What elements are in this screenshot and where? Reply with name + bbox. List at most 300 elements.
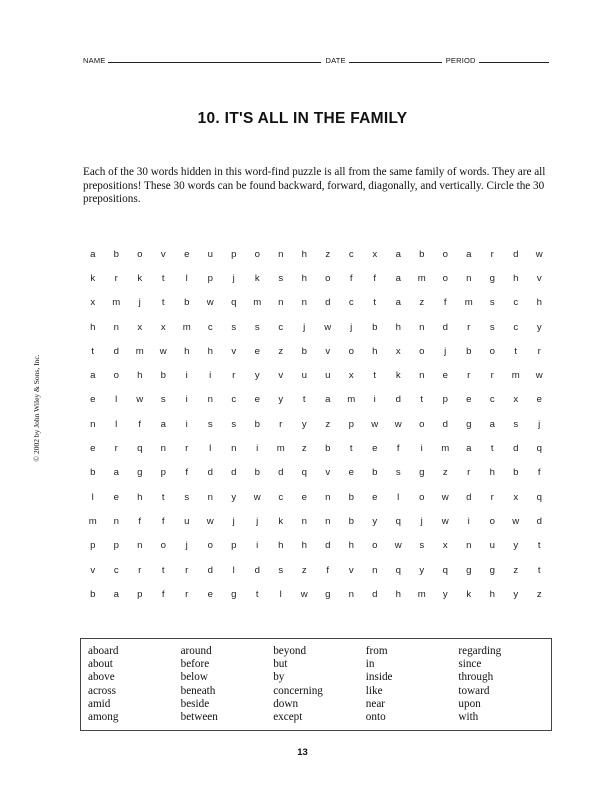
grid-letter[interactable]: m [253,297,262,309]
grid-letter[interactable]: q [395,564,401,576]
grid-letter[interactable]: d [513,443,519,455]
grid-letter[interactable]: t [514,345,518,357]
grid-letter[interactable]: r [232,370,236,382]
grid-letter[interactable]: b [90,588,96,600]
grid-letter[interactable]: g [231,588,237,600]
grid-letter[interactable]: e [90,443,96,455]
grid-letter[interactable]: s [184,491,190,503]
grid-letter[interactable]: u [184,515,190,527]
grid-letter[interactable]: c [348,248,354,260]
grid-letter[interactable]: w [324,321,332,333]
grid-letter[interactable]: v [325,345,331,357]
grid-letter[interactable]: k [466,588,472,600]
grid-letter[interactable]: y [442,588,448,600]
grid-letter[interactable]: r [467,467,471,479]
grid-letter[interactable]: x [137,321,143,333]
grid-letter[interactable]: x [348,370,354,382]
grid-letter[interactable]: p [90,540,96,552]
grid-letter[interactable]: l [397,491,400,503]
grid-letter[interactable]: y [536,321,542,333]
grid-letter[interactable]: m [135,345,144,357]
grid-letter[interactable]: p [348,418,354,430]
grid-letter[interactable]: z [325,248,331,260]
grid-letter[interactable]: n [372,564,378,576]
grid-letter[interactable]: c [348,297,354,309]
grid-letter[interactable]: n [325,491,331,503]
grid-letter[interactable]: e [348,467,354,479]
grid-letter[interactable]: n [419,370,425,382]
grid-letter[interactable]: c [207,321,213,333]
grid-letter[interactable]: b [419,248,425,260]
grid-letter[interactable]: n [113,515,119,527]
grid-letter[interactable]: g [419,467,425,479]
grid-letter[interactable]: r [185,564,189,576]
grid-letter[interactable]: s [513,418,519,430]
grid-letter[interactable]: b [325,443,331,455]
grid-letter[interactable]: e [372,443,378,455]
grid-letter[interactable]: e [184,248,190,260]
grid-letter[interactable]: h [184,345,190,357]
grid-letter[interactable]: d [442,321,448,333]
grid-letter[interactable]: f [161,588,165,600]
grid-letter[interactable]: l [91,491,94,503]
grid-letter[interactable]: d [395,394,401,406]
grid-letter[interactable]: e [254,394,260,406]
grid-letter[interactable]: u [325,370,331,382]
grid-letter[interactable]: h [90,321,96,333]
grid-letter[interactable]: r [537,345,541,357]
grid-letter[interactable]: w [394,540,402,552]
grid-letter[interactable]: a [466,443,472,455]
grid-letter[interactable]: y [372,515,378,527]
grid-letter[interactable]: f [396,443,400,455]
grid-letter[interactable]: p [113,540,119,552]
grid-letter[interactable]: c [278,491,284,503]
grid-letter[interactable]: r [490,491,494,503]
grid-letter[interactable]: f [349,272,353,284]
grid-letter[interactable]: f [138,515,142,527]
grid-letter[interactable]: a [160,418,166,430]
grid-letter[interactable]: m [112,297,121,309]
grid-letter[interactable]: p [442,394,448,406]
grid-letter[interactable]: v [90,564,96,576]
grid-letter[interactable]: m [276,443,285,455]
grid-letter[interactable]: p [137,588,143,600]
grid-letter[interactable]: x [90,297,96,309]
grid-letter[interactable]: j [185,540,188,552]
grid-letter[interactable]: q [536,443,542,455]
grid-letter[interactable]: h [489,467,495,479]
grid-letter[interactable]: n [466,272,472,284]
grid-letter[interactable]: g [489,564,495,576]
grid-letter[interactable]: l [115,394,118,406]
grid-letter[interactable]: o [442,272,448,284]
grid-letter[interactable]: j [420,515,423,527]
grid-letter[interactable]: o [348,345,354,357]
grid-letter[interactable]: t [490,443,494,455]
grid-letter[interactable]: n [325,515,331,527]
grid-letter[interactable]: m [511,370,520,382]
grid-letter[interactable]: v [348,564,354,576]
grid-letter[interactable]: y [419,564,425,576]
grid-letter[interactable]: b [184,297,190,309]
grid-letter[interactable]: q [442,564,448,576]
grid-letter[interactable]: m [441,443,450,455]
grid-letter[interactable]: i [209,370,212,382]
grid-letter[interactable]: x [442,540,448,552]
grid-letter[interactable]: e [442,370,448,382]
grid-letter[interactable]: s [207,418,213,430]
grid-letter[interactable]: c [489,394,495,406]
grid-letter[interactable]: o [325,272,331,284]
grid-letter[interactable]: b [254,467,260,479]
grid-letter[interactable]: d [207,564,213,576]
grid-letter[interactable]: s [278,564,284,576]
grid-letter[interactable]: h [489,588,495,600]
grid-letter[interactable]: e [301,491,307,503]
grid-letter[interactable]: c [513,297,519,309]
grid-letter[interactable]: i [185,370,188,382]
grid-letter[interactable]: v [231,345,237,357]
grid-letter[interactable]: b [160,370,166,382]
grid-letter[interactable]: b [348,491,354,503]
grid-letter[interactable]: g [489,272,495,284]
grid-letter[interactable]: x [372,248,378,260]
grid-letter[interactable]: n [137,540,143,552]
grid-letter[interactable]: z [442,467,448,479]
grid-letter[interactable]: b [90,467,96,479]
grid-letter[interactable]: n [278,297,284,309]
grid-letter[interactable]: a [90,370,96,382]
grid-letter[interactable]: b [513,467,519,479]
grid-letter[interactable]: b [254,418,260,430]
grid-letter[interactable]: d [325,297,331,309]
grid-letter[interactable]: x [160,321,166,333]
grid-letter[interactable]: o [160,540,166,552]
grid-letter[interactable]: z [325,418,331,430]
grid-letter[interactable]: s [489,297,495,309]
grid-letter[interactable]: w [441,515,449,527]
grid-letter[interactable]: t [161,491,165,503]
grid-letter[interactable]: s [489,321,495,333]
grid-letter[interactable]: j [256,515,259,527]
grid-letter[interactable]: e [254,345,260,357]
grid-letter[interactable]: h [301,272,307,284]
grid-letter[interactable]: d [536,515,542,527]
grid-letter[interactable]: h [372,345,378,357]
grid-letter[interactable]: w [300,588,308,600]
grid-letter[interactable]: i [256,540,259,552]
grid-letter[interactable]: e [536,394,542,406]
grid-letter[interactable]: v [160,248,166,260]
grid-letter[interactable]: r [114,443,118,455]
grid-letter[interactable]: h [301,248,307,260]
grid-letter[interactable]: n [113,321,119,333]
grid-letter[interactable]: g [325,588,331,600]
grid-letter[interactable]: a [395,297,401,309]
grid-letter[interactable]: l [209,443,212,455]
grid-letter[interactable]: n [160,443,166,455]
grid-letter[interactable]: o [489,515,495,527]
grid-letter[interactable]: m [347,394,356,406]
grid-letter[interactable]: d [466,491,472,503]
grid-letter[interactable]: a [395,272,401,284]
grid-letter[interactable]: b [113,248,119,260]
grid-letter[interactable]: h [207,345,213,357]
grid-letter[interactable]: z [419,297,425,309]
grid-letter[interactable]: w [535,248,543,260]
grid-letter[interactable]: t [161,564,165,576]
grid-letter[interactable]: d [513,248,519,260]
grid-letter[interactable]: b [301,345,307,357]
grid-letter[interactable]: l [279,588,282,600]
grid-letter[interactable]: f [185,467,189,479]
grid-letter[interactable]: f [138,418,142,430]
grid-letter[interactable]: c [278,321,284,333]
grid-letter[interactable]: p [160,467,166,479]
grid-letter[interactable]: j [538,418,541,430]
grid-letter[interactable]: l [185,272,188,284]
grid-letter[interactable]: r [185,588,189,600]
grid-letter[interactable]: y [513,588,519,600]
grid-letter[interactable]: s [160,394,166,406]
grid-letter[interactable]: h [395,321,401,333]
grid-letter[interactable]: j [232,272,235,284]
grid-letter[interactable]: v [278,370,284,382]
grid-letter[interactable]: n [466,540,472,552]
grid-letter[interactable]: g [466,564,472,576]
grid-letter[interactable]: n [348,588,354,600]
grid-letter[interactable]: t [373,297,377,309]
grid-letter[interactable]: e [207,588,213,600]
grid-letter[interactable]: p [231,540,237,552]
grid-letter[interactable]: m [182,321,191,333]
grid-letter[interactable]: e [113,491,119,503]
grid-letter[interactable]: z [278,345,284,357]
grid-letter[interactable]: m [417,588,426,600]
grid-letter[interactable]: t [161,297,165,309]
grid-letter[interactable]: t [420,394,424,406]
grid-letter[interactable]: d [254,564,260,576]
grid-letter[interactable]: a [325,394,331,406]
grid-letter[interactable]: w [512,515,520,527]
grid-letter[interactable]: k [395,370,401,382]
grid-letter[interactable]: y [301,418,307,430]
grid-letter[interactable]: r [490,248,494,260]
grid-letter[interactable]: l [232,564,235,576]
grid-letter[interactable]: n [207,491,213,503]
grid-letter[interactable]: r [467,370,471,382]
grid-letter[interactable]: k [278,515,284,527]
grid-letter[interactable]: u [489,540,495,552]
grid-letter[interactable]: j [138,297,141,309]
grid-letter[interactable]: a [113,588,119,600]
grid-letter[interactable]: g [466,418,472,430]
grid-letter[interactable]: n [278,248,284,260]
grid-letter[interactable]: d [278,467,284,479]
grid-letter[interactable]: b [372,467,378,479]
grid-letter[interactable]: x [395,345,401,357]
grid-letter[interactable]: y [231,491,237,503]
grid-letter[interactable]: m [88,515,97,527]
grid-letter[interactable]: z [301,564,307,576]
grid-letter[interactable]: s [231,321,237,333]
grid-letter[interactable]: g [137,467,143,479]
grid-letter[interactable]: c [231,394,237,406]
grid-letter[interactable]: w [159,345,167,357]
grid-letter[interactable]: a [395,248,401,260]
grid-letter[interactable]: u [301,370,307,382]
grid-letter[interactable]: z [301,443,307,455]
grid-letter[interactable]: e [372,491,378,503]
grid-letter[interactable]: b [466,345,472,357]
grid-letter[interactable]: f [326,564,330,576]
grid-letter[interactable]: n [301,515,307,527]
grid-letter[interactable]: z [513,564,519,576]
grid-letter[interactable]: w [371,418,379,430]
grid-letter[interactable]: s [278,272,284,284]
grid-letter[interactable]: u [207,248,213,260]
grid-letter[interactable]: h [278,540,284,552]
grid-letter[interactable]: i [420,443,423,455]
grid-letter[interactable]: e [90,394,96,406]
grid-letter[interactable]: d [207,467,213,479]
grid-letter[interactable]: y [513,540,519,552]
grid-letter[interactable]: b [372,321,378,333]
grid-letter[interactable]: o [254,248,260,260]
grid-letter[interactable]: o [442,248,448,260]
grid-letter[interactable]: h [395,588,401,600]
grid-letter[interactable]: p [207,272,213,284]
grid-letter[interactable]: d [442,418,448,430]
grid-letter[interactable]: s [419,540,425,552]
grid-letter[interactable]: w [394,418,402,430]
grid-letter[interactable]: t [91,345,95,357]
grid-letter[interactable]: f [537,467,541,479]
grid-letter[interactable]: q [231,297,237,309]
grid-letter[interactable]: k [137,272,143,284]
grid-letter[interactable]: r [185,443,189,455]
grid-letter[interactable]: n [231,443,237,455]
grid-letter[interactable]: q [395,515,401,527]
grid-letter[interactable]: t [302,394,306,406]
grid-letter[interactable]: h [301,540,307,552]
grid-letter[interactable]: z [536,588,542,600]
grid-letter[interactable]: h [536,297,542,309]
grid-letter[interactable]: d [372,588,378,600]
grid-letter[interactable]: c [113,564,119,576]
grid-letter[interactable]: d [113,345,119,357]
grid-letter[interactable]: i [373,394,376,406]
grid-letter[interactable]: n [301,297,307,309]
grid-letter[interactable]: d [325,540,331,552]
grid-letter[interactable]: s [395,467,401,479]
grid-letter[interactable]: j [444,345,447,357]
grid-letter[interactable]: x [513,394,519,406]
grid-letter[interactable]: f [443,297,447,309]
grid-letter[interactable]: r [114,272,118,284]
grid-letter[interactable]: f [373,272,377,284]
grid-letter[interactable]: r [138,564,142,576]
grid-letter[interactable]: v [536,272,542,284]
grid-letter[interactable]: h [513,272,519,284]
grid-letter[interactable]: t [255,588,259,600]
grid-letter[interactable]: t [161,272,165,284]
grid-letter[interactable]: o [137,248,143,260]
grid-letter[interactable]: s [254,321,260,333]
grid-letter[interactable]: n [419,321,425,333]
grid-letter[interactable]: a [113,467,119,479]
grid-letter[interactable]: p [231,248,237,260]
grid-letter[interactable]: j [303,321,306,333]
grid-letter[interactable]: l [115,418,118,430]
grid-letter[interactable]: t [537,564,541,576]
grid-letter[interactable]: o [419,418,425,430]
grid-letter[interactable]: q [536,491,542,503]
grid-letter[interactable]: o [207,540,213,552]
grid-letter[interactable]: h [137,491,143,503]
grid-letter[interactable]: a [466,248,472,260]
grid-letter[interactable]: o [419,491,425,503]
grid-letter[interactable]: i [467,515,470,527]
grid-letter[interactable]: n [90,418,96,430]
grid-letter[interactable]: n [207,394,213,406]
grid-letter[interactable]: t [349,443,353,455]
grid-letter[interactable]: d [231,467,237,479]
grid-letter[interactable]: i [185,418,188,430]
grid-letter[interactable]: y [254,370,260,382]
grid-letter[interactable]: t [537,540,541,552]
grid-letter[interactable]: j [232,515,235,527]
grid-letter[interactable]: w [136,394,144,406]
grid-letter[interactable]: w [441,491,449,503]
grid-letter[interactable]: e [466,394,472,406]
grid-letter[interactable]: o [372,540,378,552]
grid-letter[interactable]: o [113,370,119,382]
grid-letter[interactable]: i [256,443,259,455]
grid-letter[interactable]: q [137,443,143,455]
grid-letter[interactable]: t [373,370,377,382]
grid-letter[interactable]: j [350,321,353,333]
grid-letter[interactable]: w [535,370,543,382]
grid-letter[interactable]: k [90,272,96,284]
grid-letter[interactable]: b [348,515,354,527]
grid-letter[interactable]: r [279,418,283,430]
grid-letter[interactable]: w [206,297,214,309]
grid-letter[interactable]: s [231,418,237,430]
grid-letter[interactable]: v [325,467,331,479]
grid-letter[interactable]: i [185,394,188,406]
grid-letter[interactable]: h [137,370,143,382]
grid-letter[interactable]: q [301,467,307,479]
grid-letter[interactable]: h [348,540,354,552]
grid-letter[interactable]: w [253,491,261,503]
grid-letter[interactable]: x [513,491,519,503]
grid-letter[interactable]: o [419,345,425,357]
grid-letter[interactable]: w [206,515,214,527]
grid-letter[interactable]: f [161,515,165,527]
grid-letter[interactable]: r [467,321,471,333]
grid-letter[interactable]: c [513,321,519,333]
grid-letter[interactable]: r [490,370,494,382]
grid-letter[interactable]: m [417,272,426,284]
grid-letter[interactable]: y [278,394,284,406]
grid-letter[interactable]: a [90,248,96,260]
grid-letter[interactable]: o [489,345,495,357]
grid-letter[interactable]: m [464,297,473,309]
grid-letter[interactable]: a [489,418,495,430]
grid-letter[interactable]: k [254,272,260,284]
